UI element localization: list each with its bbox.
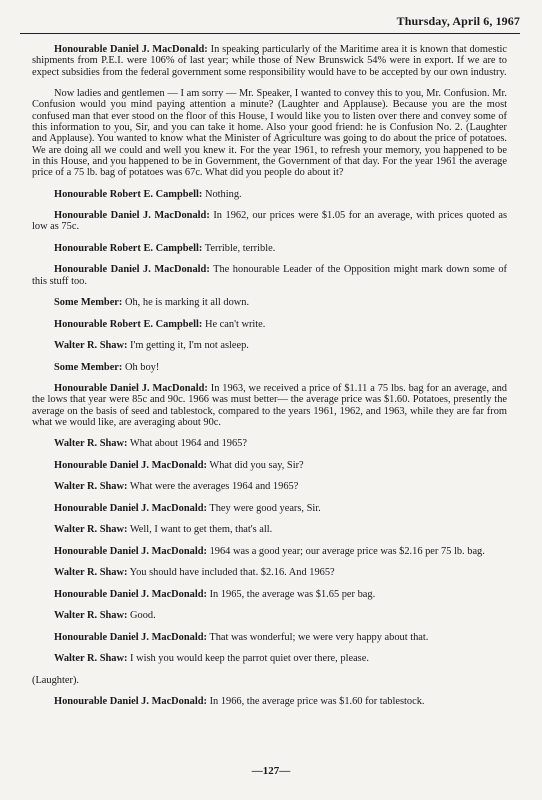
transcript-paragraph [32,383,507,428]
speaker-name: Honourable Daniel J. MacDonald: [54,545,207,557]
speech-text: In 1963, we received a price of $1.11 a 75 lbs. bag for an average, and the lows that year were 85c and 90c. 1966 was must better— the average price was $1.60. Potatoes, presently the average on the basis of seed and tablestock, compared to the years 1961, 1962, and 1963, while they are far from what we would like, are averaging about 90c. [32,383,507,428]
transcript-paragraph [32,340,507,351]
transcript-paragraph [32,88,507,178]
transcript-paragraph [32,653,507,664]
speech-text: In 1965, the average was $1.65 per bag. [206,588,376,600]
speaker-name: Walter R. Shaw: [54,610,128,622]
transcript-paragraph [32,567,507,578]
speech-text: In speaking particularly of the Maritime area it is known that domestic shipments from P.E.I. were 106% of last year; while those of New Brunswick 54% were in export. If we are to expect subsidies from the federal government some responsibility would have to be accepted by our own industry. [32,44,508,78]
speech-text: Oh boy! [122,361,160,373]
transcript-paragraph [32,438,507,449]
speech-text: Terrible, terrible. [202,242,276,254]
speech-text: Oh, he is marking it all down. [122,297,250,309]
speaker-name: Honourable Robert E. Campbell: [54,188,203,200]
speaker-name: Honourable Daniel J. MacDonald: [54,44,208,55]
speaker-name: Honourable Daniel J. MacDonald: [54,696,207,708]
transcript-paragraph [32,524,507,535]
speaker-name: Honourable Daniel J. MacDonald: [54,264,210,276]
transcript-paragraph [32,460,507,471]
transcript-paragraph [32,546,507,557]
speech-text: The honourable Leader of the Opposition might mark down some of this stuff too. [32,264,507,287]
transcript-paragraph [32,589,507,600]
speech-text: He can't write. [202,318,266,330]
transcript-paragraph [32,481,507,492]
page-header-date: Thursday, April 6, 1967 [396,14,520,28]
speech-text: What were the averages 1964 and 1965? [127,481,299,493]
speech-text: You should have included that. $2.16. And 1965? [127,567,335,579]
speech-text: 1964 was a good year; our average price was $2.16 per 75 lb. bag. [206,545,485,557]
speech-text: In 1962, our prices were $1.05 for an average, with prices quoted as low as 75c. [32,210,507,233]
speech-text: Nothing. [202,188,242,200]
speaker-name: Honourable Robert E. Campbell: [54,242,203,254]
speaker-name: Walter R. Shaw: [54,438,128,450]
speaker-name: Walter R. Shaw: [54,340,128,352]
speech-text: I wish you would keep the parrot quiet over there, please. [127,653,369,665]
transcript-paragraph [32,189,507,200]
transcript-body [32,44,507,718]
speaker-name: Walter R. Shaw: [54,524,128,536]
speech-text: (Laughter). [32,674,80,686]
speaker-name: Honourable Daniel J. MacDonald: [54,383,208,395]
speaker-name: Honourable Daniel J. MacDonald: [54,459,207,471]
speech-text: Good. [127,610,156,622]
speech-text: What about 1964 and 1965? [127,438,247,450]
speech-text: That was wonderful; we were very happy about that. [206,631,429,643]
speech-text: I'm getting it, I'm not asleep. [127,340,249,352]
transcript-paragraph [32,44,507,78]
transcript-paragraph [32,610,507,621]
transcript-paragraph [32,264,507,287]
speaker-name: Some Member: [54,297,123,309]
transcript-paragraph [32,210,507,233]
speaker-name: Walter R. Shaw: [54,653,128,665]
speaker-name: Walter R. Shaw: [54,567,128,579]
speaker-name: Honourable Daniel J. MacDonald: [54,210,210,222]
transcript-paragraph [32,319,507,330]
transcript-paragraph [32,675,507,686]
speaker-name: Some Member: [54,361,123,373]
transcript-paragraph [32,632,507,643]
transcript-paragraph [32,243,507,254]
speaker-name: Honourable Daniel J. MacDonald: [54,502,207,514]
transcript-paragraph [32,362,507,373]
speech-text: Well, I want to get them, that's all. [127,524,273,536]
speech-text: Now ladies and gentlemen — I am sorry — Mr. Speaker, I wanted to convey this to you, Mr. Confusion. Mr. Confusion would you mind paying attention a minute? (Laughter and Applause). Because you are the most confused man that ever stood on the floor of this House, I would like you to listen over there and convey some of this information to you, Sir, and you can take it home. Also your good friend: he is Confusion No. 2. (Laughter and Applause). You wanted to know what the Minister of Agriculture was going to do about the price of potatoes. We are doing all we could and well you knew it. For the year 1961, to refresh your memory, you happened to be in this House, and you happened to be in Government, the Government of that day. For the year 1961 the average price of a 75 lb. bag of potatoes was 67c. What did you people do about it? [32,88,507,179]
transcript-paragraph [32,503,507,514]
speech-text: In 1966, the average price was $1.60 for tablestock. [206,696,425,708]
speaker-name: Honourable Daniel J. MacDonald: [54,588,207,600]
transcript-paragraph [32,696,507,707]
speaker-name: Honourable Robert E. Campbell: [54,318,203,330]
page-number: —127— [251,765,291,777]
speaker-name: Walter R. Shaw: [54,481,128,493]
transcript-paragraph [32,297,507,308]
speaker-name: Honourable Daniel J. MacDonald: [54,631,207,643]
header-rule [20,33,520,34]
speech-text: What did you say, Sir? [206,459,304,471]
speech-text: They were good years, Sir. [206,502,321,514]
